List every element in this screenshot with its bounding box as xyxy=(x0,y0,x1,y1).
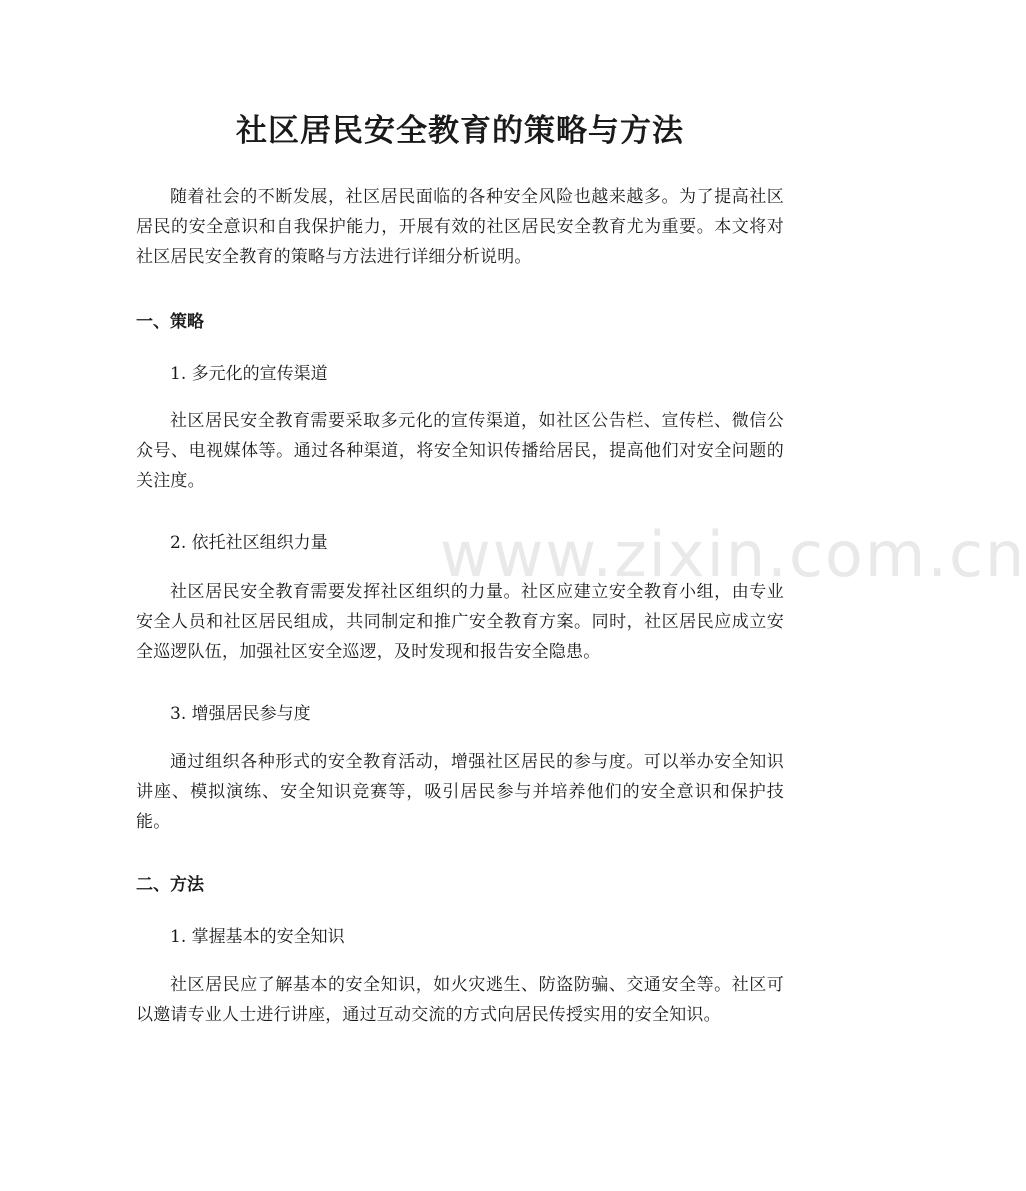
paragraph-community-organizations: 社区居民安全教育需要发挥社区组织的力量。社区应建立安全教育小组，由专业安全人员和社区居民组成，共同制定和推广安全教育方案。同时，社区居民应成立安全巡逻队伍，加强社区安全巡逻，及时发现和报告安全隐患。 xyxy=(136,582,784,662)
subheading-diverse-channels: 1. 多元化的宣传渠道 xyxy=(170,364,328,384)
subheading-basic-knowledge: 1. 掌握基本的安全知识 xyxy=(170,927,345,947)
subheading-participation: 3. 增强居民参与度 xyxy=(170,704,311,724)
section-heading-strategy: 一、策略 xyxy=(136,312,204,332)
paragraph-basic-knowledge: 社区居民应了解基本的安全知识，如火灾逃生、防盗防骗、交通安全等。社区可以邀请专业人士进行讲座，通过互动交流的方式向居民传授实用的安全知识。 xyxy=(136,975,784,1025)
paragraph-participation: 通过组织各种形式的安全教育活动，增强社区居民的参与度。可以举办安全知识讲座、模拟演练、安全知识竞赛等，吸引居民参与并培养他们的安全意识和保护技能。 xyxy=(136,752,784,832)
paragraph-diverse-channels: 社区居民安全教育需要采取多元化的宣传渠道，如社区公告栏、宣传栏、微信公众号、电视媒体等。通过各种渠道，将安全知识传播给居民，提高他们对安全问题的关注度。 xyxy=(136,411,784,491)
watermark: www.zixin.com.cn xyxy=(440,518,1026,591)
page-title: 社区居民安全教育的策略与方法 xyxy=(236,113,684,149)
intro-paragraph: 随着社会的不断发展，社区居民面临的各种安全风险也越来越多。为了提高社区居民的安全意识和自我保护能力，开展有效的社区居民安全教育尤为重要。本文将对社区居民安全教育的策略与方法进行详细分析说明。 xyxy=(136,187,784,267)
section-heading-methods: 二、方法 xyxy=(136,875,204,895)
subheading-community-organizations: 2. 依托社区组织力量 xyxy=(170,533,328,553)
